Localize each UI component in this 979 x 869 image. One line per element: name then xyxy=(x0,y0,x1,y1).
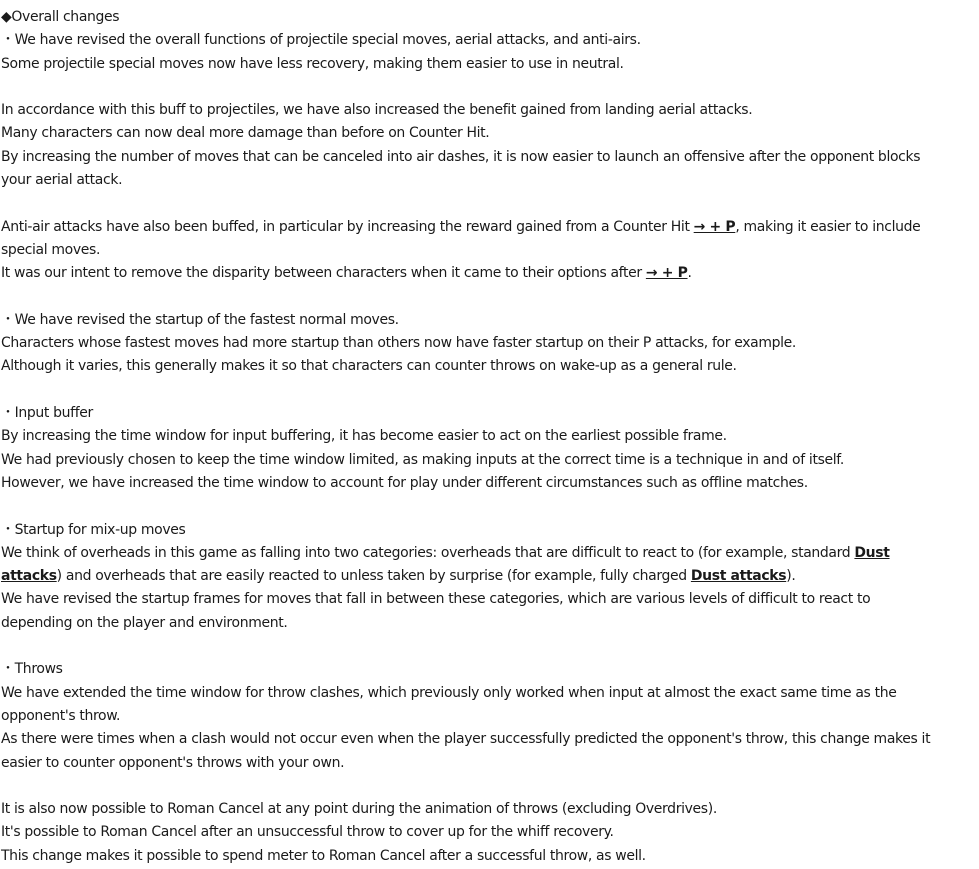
projectile-paragraph-3: Many characters can now deal more damage than before on Counter Hit. xyxy=(1,125,490,142)
spacer xyxy=(1,495,978,518)
spacer xyxy=(1,775,978,798)
throws-paragraph-1a: We have extended the time window for throw clashes, which previously only worked when input at almost the exact same time as the xyxy=(1,684,897,701)
startup-heading: ・We have revised the startup of the fastest normal moves. xyxy=(1,311,399,328)
text-fragment: ) and overheads that are easily reacted to unless taken by surprise (for example, fully charged xyxy=(56,568,691,585)
projectile-paragraph-4b: your aerial attack. xyxy=(1,172,123,189)
throws-paragraph-5: This change makes it possible to spend meter to Roman Cancel after a successful throw, as well. xyxy=(1,847,646,864)
text-fragment: It was our intent to remove the disparity between characters when it came to their options after xyxy=(1,265,646,282)
spacer xyxy=(1,635,978,658)
throws-paragraph-4: It's possible to Roman Cancel after an unsuccessful throw to cover up for the whiff recovery. xyxy=(1,824,614,841)
throws-paragraph-2a: As there were times when a clash would not occur even when the player successfully predicted the opponent's throw, this change makes it xyxy=(1,731,931,748)
text-fragment: . xyxy=(687,265,692,282)
forward-punch-link[interactable]: → + P xyxy=(693,218,736,235)
projectile-heading: ・We have revised the overall functions of projectile special moves, aerial attacks, and anti-airs. xyxy=(1,32,641,49)
mixup-paragraph-1b xyxy=(1,565,976,588)
dust-attacks-link[interactable]: Dust attacks xyxy=(690,568,787,585)
startup-paragraph-1: Characters whose fastest moves had more startup than others now have faster startup on their P attacks, for example. xyxy=(1,335,797,352)
throws-paragraph-3: It is also now possible to Roman Cancel at any point during the animation of throws (excluding Overdrives). xyxy=(1,801,717,818)
throws-heading: ・Throws xyxy=(1,661,63,678)
mixup-heading: ・Startup for mix-up moves xyxy=(1,521,186,538)
projectile-paragraph-2: In accordance with this buff to projectiles, we have also increased the benefit gained from landing aerial attacks. xyxy=(1,102,753,119)
text-fragment: We think of overheads in this game as falling into two categories: overheads that are difficult to react to (for example, standard xyxy=(1,544,855,561)
projectile-paragraph-5b: special moves. xyxy=(1,241,101,258)
mixup-paragraph-1a xyxy=(1,542,976,565)
buffer-paragraph-2: We had previously chosen to keep the time window limited, as making inputs at the correct time is a technique in and of itself. xyxy=(1,451,844,468)
buffer-heading: ・Input buffer xyxy=(1,405,93,422)
projectile-paragraph-6 xyxy=(1,262,976,285)
dust-attacks-link[interactable]: attacks xyxy=(1,568,57,585)
forward-punch-link[interactable]: → + P xyxy=(645,265,688,282)
buffer-paragraph-3: However, we have increased the time window to account for play under different circumstances such as offline matches. xyxy=(1,474,808,491)
throws-paragraph-2b: easier to counter opponent's throws with your own. xyxy=(1,754,345,771)
projectile-paragraph-4a: By increasing the number of moves that can be canceled into air dashes, it is now easier to launch an offensive after the opponent blocks xyxy=(1,148,921,165)
section-title: ◆Overall changes xyxy=(1,9,120,25)
buffer-paragraph-1: By increasing the time window for input buffering, it has become easier to act on the earliest possible frame. xyxy=(1,428,727,445)
throws-paragraph-1b: opponent's throw. xyxy=(1,707,121,724)
spacer xyxy=(1,379,978,402)
mixup-paragraph-2b: depending on the player and environment. xyxy=(1,614,288,631)
startup-paragraph-2: Although it varies, this generally makes it so that characters can counter throws on wake-up as a general rule. xyxy=(1,358,737,375)
text-fragment: , making it easier to include xyxy=(735,218,921,235)
dust-attacks-link[interactable]: Dust xyxy=(854,544,890,561)
projectile-paragraph-1: Some projectile special moves now have less recovery, making them easier to use in neutral. xyxy=(1,55,624,72)
spacer xyxy=(1,286,978,309)
text-fragment: Anti-air attacks have also been buffed, in particular by increasing the reward gained from a Counter Hit xyxy=(1,218,694,235)
mixup-paragraph-2a: We have revised the startup frames for moves that fall in between these categories, which are various levels of difficult to react to xyxy=(1,591,871,608)
spacer xyxy=(1,192,978,215)
projectile-paragraph-5 xyxy=(1,216,976,239)
text-fragment: ). xyxy=(786,568,796,585)
spacer xyxy=(1,76,978,99)
patch-notes-document xyxy=(1,6,978,868)
